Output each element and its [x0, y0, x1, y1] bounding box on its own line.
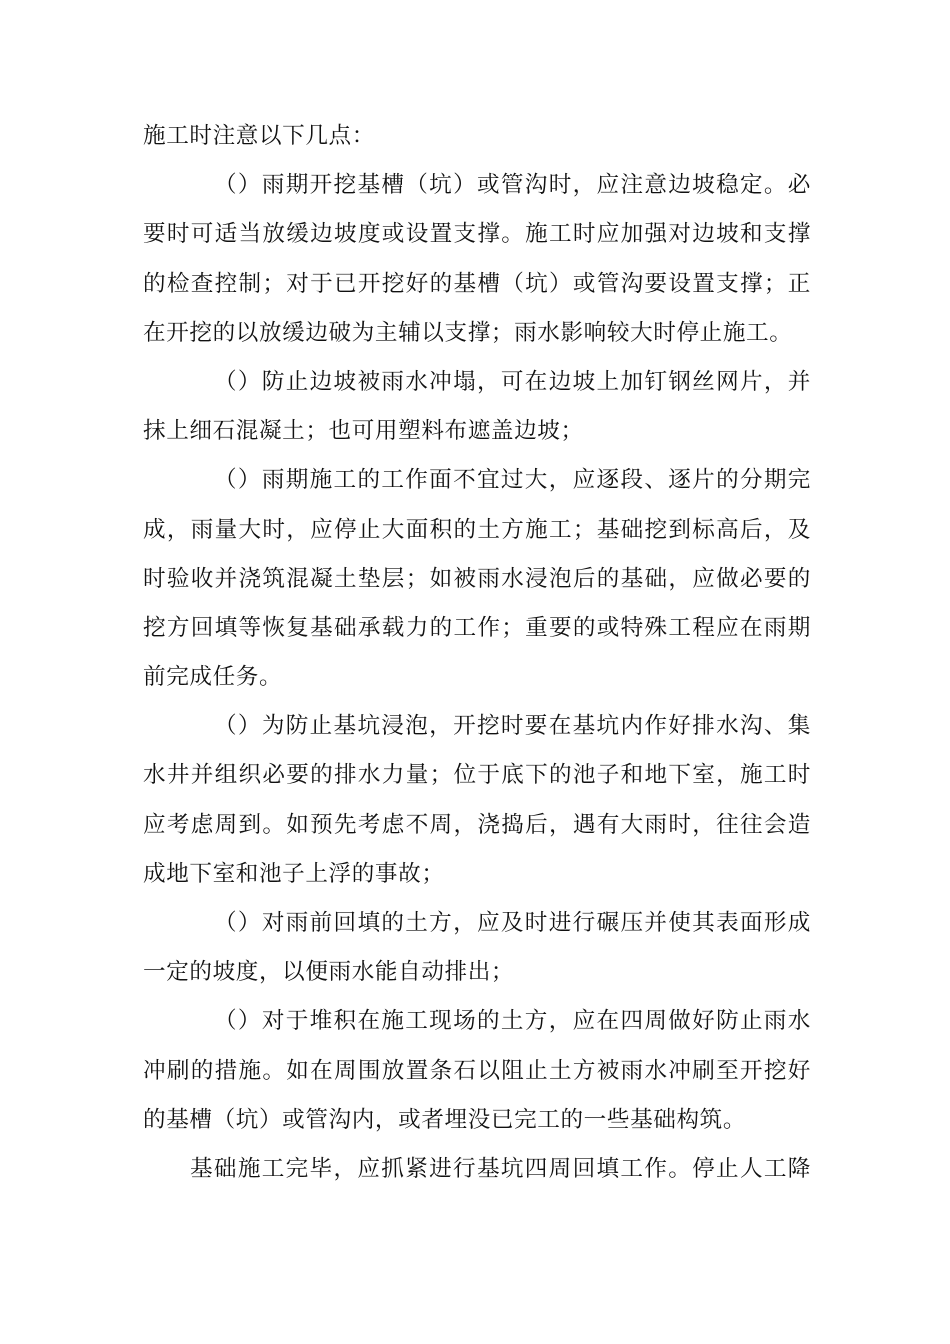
text-line: 基础施工完毕，应抓紧进行基坑四周回填工作。停止人工降: [190, 1155, 811, 1182]
text-line: 时验收并浇筑混凝土垫层；如被雨水浸泡后的基础，应做必要的: [143, 565, 811, 592]
text-line: 成，雨量大时，应停止大面积的土方施工；基础挖到标高后，及: [143, 516, 811, 543]
text-line: 冲刷的措施。如在周围放置条石以阻止土方被雨水冲刷至开挖好: [143, 1057, 811, 1084]
text-line: 挖方回填等恢复基础承载力的工作；重要的或特殊工程应在雨期: [143, 614, 811, 641]
text-line: 的检查控制；对于已开挖好的基槽（坑）或管沟要设置支撑；正: [143, 270, 811, 297]
text-line: 水井并组织必要的排水力量；位于底下的池子和地下室，施工时: [143, 762, 811, 789]
text-line: （）为防止基坑浸泡，开挖时要在基坑内作好排水沟、集: [214, 713, 811, 740]
text-line: 抹上细石混凝土；也可用塑料布遮盖边坡；: [143, 418, 584, 445]
text-line: （）雨期施工的工作面不宜过大，应逐段、逐片的分期完: [214, 467, 811, 494]
text-line: 施工时注意以下几点：: [143, 123, 375, 149]
text-line: （）对于堆积在施工现场的土方，应在四周做好防止雨水: [214, 1008, 811, 1035]
text-line: 成地下室和池子上浮的事故；: [143, 860, 445, 887]
text-line: 的基槽（坑）或管沟内，或者埋没已完工的一些基础构筑。: [143, 1106, 747, 1133]
text-line: （）对雨前回填的土方，应及时进行碾压并使其表面形成: [214, 910, 811, 936]
text-line: 要时可适当放缓边坡度或设置支撑。施工时应加强对边坡和支撑: [143, 221, 811, 248]
text-line: 在开挖的以放缓边破为主辅以支撑；雨水影响较大时停止施工。: [143, 319, 793, 346]
text-line: （）雨期开挖基槽（坑）或管沟时，应注意边坡稳定。必: [214, 172, 811, 199]
text-line: （）防止边坡被雨水冲塌，可在边坡上加钉钢丝网片，并: [214, 368, 811, 395]
text-line: 前完成任务。: [143, 664, 283, 691]
text-line: 应考虑周到。如预先考虑不周，浇捣后，遇有大雨时，往往会造: [143, 811, 811, 838]
document-body: [143, 112, 811, 1194]
text-line: 一定的坡度，以便雨水能自动排出；: [143, 959, 515, 986]
